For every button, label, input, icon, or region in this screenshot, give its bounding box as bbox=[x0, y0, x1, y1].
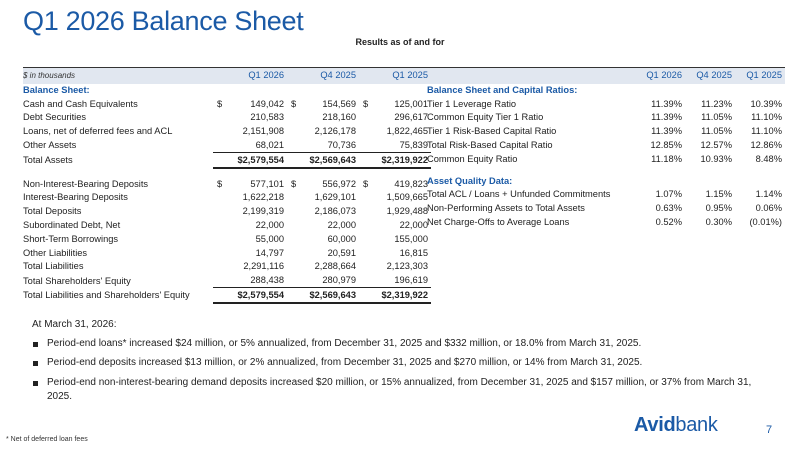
cell-value: 60,000 bbox=[327, 233, 356, 244]
value-cell bbox=[213, 177, 287, 191]
value-cell bbox=[359, 191, 431, 205]
table-row bbox=[427, 152, 785, 166]
value-cell bbox=[287, 97, 359, 111]
row-label: Total Assets bbox=[23, 155, 73, 166]
cell-value: 280,979 bbox=[322, 275, 356, 286]
table-row bbox=[427, 97, 785, 111]
cell-value: 11.10% bbox=[751, 126, 782, 137]
cell-value: $2,569,643 bbox=[309, 154, 356, 165]
table-row bbox=[23, 260, 431, 274]
value-cell bbox=[359, 97, 431, 111]
cell-value: 419,823 bbox=[394, 178, 428, 189]
value-cell bbox=[359, 177, 431, 191]
row-label: Total Shareholders' Equity bbox=[23, 275, 131, 286]
dollar-sign: $ bbox=[291, 98, 297, 109]
period-header: Q1 2025 bbox=[392, 70, 428, 80]
dollar-sign: $ bbox=[363, 98, 369, 109]
value-cell bbox=[635, 188, 685, 202]
row-label: Debt Securities bbox=[23, 112, 87, 123]
cell-value: 196,619 bbox=[394, 275, 428, 286]
row-label: Other Liabilities bbox=[23, 247, 88, 258]
value-cell bbox=[287, 273, 359, 287]
value-cell bbox=[287, 191, 359, 205]
value-cell bbox=[685, 138, 735, 152]
row-label: Other Assets bbox=[23, 140, 77, 151]
cell-value: 11.05% bbox=[701, 126, 732, 137]
note-bullet: Period-end non-interest-bearing demand deposits increased $20 million, or 15% annualized, from December 31, 2025 and $157 million, or 37% from March 31, 2025. bbox=[47, 376, 752, 405]
cell-value: 14,797 bbox=[255, 247, 284, 258]
value-cell bbox=[635, 97, 685, 111]
row-label: Total Risk-Based Capital Ratio bbox=[427, 140, 553, 151]
table-row bbox=[23, 111, 431, 125]
cell-value: $2,319,922 bbox=[381, 154, 428, 165]
value-cell bbox=[213, 97, 287, 111]
cell-value: 125,001 bbox=[394, 98, 428, 109]
value-cell bbox=[213, 260, 287, 274]
value-cell bbox=[685, 201, 735, 215]
notes-list bbox=[32, 337, 752, 405]
cell-value: 70,736 bbox=[327, 140, 356, 151]
cell-value: $2,579,554 bbox=[237, 154, 284, 165]
cell-value: 1,629,101 bbox=[314, 192, 356, 203]
company-logo bbox=[634, 414, 718, 437]
cell-value: 11.05% bbox=[701, 112, 732, 123]
cell-value: 1.07% bbox=[655, 189, 682, 200]
value-cell bbox=[213, 111, 287, 125]
balance-sheet-table bbox=[23, 67, 431, 304]
cell-value: 10.39% bbox=[750, 98, 782, 109]
cell-value: 11.39% bbox=[651, 126, 682, 137]
value-cell bbox=[635, 152, 685, 166]
table-header-row bbox=[23, 67, 431, 83]
logo-part-avid: Avid bbox=[634, 414, 676, 436]
value-cell bbox=[735, 215, 785, 229]
value-cell bbox=[287, 124, 359, 138]
value-cell bbox=[359, 273, 431, 287]
value-cell bbox=[635, 124, 685, 138]
cell-value: $2,579,554 bbox=[237, 290, 284, 301]
value-cell bbox=[287, 138, 359, 152]
value-cell bbox=[213, 288, 287, 303]
page-number: 7 bbox=[766, 424, 773, 436]
period-header: Q1 2025 bbox=[746, 70, 782, 80]
cell-value: 8.48% bbox=[755, 153, 782, 164]
cell-value: 55,000 bbox=[255, 233, 284, 244]
row-label: Non-Performing Assets to Total Assets bbox=[427, 203, 585, 214]
value-cell bbox=[359, 260, 431, 274]
table-row bbox=[23, 138, 431, 152]
value-cell bbox=[213, 218, 287, 232]
table-row bbox=[23, 246, 431, 260]
cell-value: 2,288,664 bbox=[314, 261, 356, 272]
cell-value: 288,438 bbox=[250, 275, 284, 286]
value-cell bbox=[287, 260, 359, 274]
table-row bbox=[427, 188, 785, 202]
table-row bbox=[23, 97, 431, 111]
cell-value: 11.18% bbox=[651, 153, 682, 164]
cell-value: 11.39% bbox=[651, 112, 682, 123]
cell-value: 296,617 bbox=[394, 112, 428, 123]
row-label: Cash and Cash Equivalents bbox=[23, 98, 138, 109]
value-cell bbox=[685, 124, 735, 138]
cell-value: 2,291,116 bbox=[243, 261, 284, 272]
table-row bbox=[427, 124, 785, 138]
cell-value: 16,815 bbox=[399, 247, 428, 258]
row-label: Common Equity Ratio bbox=[427, 153, 518, 164]
value-cell bbox=[685, 97, 735, 111]
row-label: Tier 1 Risk-Based Capital Ratio bbox=[427, 126, 557, 137]
value-cell bbox=[735, 152, 785, 166]
cell-value: 218,160 bbox=[322, 112, 356, 123]
cell-value: 22,000 bbox=[327, 220, 356, 231]
cell-value: 2,151,908 bbox=[242, 126, 284, 137]
value-cell bbox=[685, 152, 735, 166]
value-cell bbox=[359, 138, 431, 152]
value-cell bbox=[213, 204, 287, 218]
row-label: Loans, net of deferred fees and ACL bbox=[23, 126, 173, 137]
cell-value: 577,101 bbox=[250, 178, 284, 189]
value-cell bbox=[213, 273, 287, 287]
cell-value: 1,622,218 bbox=[242, 192, 284, 203]
value-cell bbox=[635, 201, 685, 215]
cell-value: 2,123,303 bbox=[386, 261, 428, 272]
results-label: Results as of and for bbox=[355, 37, 445, 47]
value-cell bbox=[735, 111, 785, 125]
value-cell bbox=[359, 124, 431, 138]
row-label: Total Liabilities and Shareholders' Equity bbox=[23, 290, 190, 301]
cell-value: $2,569,643 bbox=[309, 290, 356, 301]
section-title-capital-ratios: Balance Sheet and Capital Ratios: bbox=[427, 84, 578, 95]
value-cell bbox=[213, 124, 287, 138]
notes-intro: At March 31, 2026: bbox=[32, 319, 117, 330]
cell-value: 11.10% bbox=[751, 112, 782, 123]
cell-value: 0.95% bbox=[705, 203, 732, 214]
value-cell bbox=[635, 111, 685, 125]
section-header-row bbox=[427, 174, 785, 188]
units-note: $ in thousands bbox=[23, 70, 76, 80]
section-header-row bbox=[427, 83, 785, 97]
cell-value: 155,000 bbox=[394, 233, 428, 244]
ratios-table bbox=[427, 67, 785, 229]
value-cell bbox=[359, 204, 431, 218]
notes-section bbox=[32, 318, 752, 410]
cell-value: 68,021 bbox=[255, 140, 284, 151]
cell-value: 2,186,073 bbox=[314, 206, 356, 217]
note-bullet: Period-end deposits increased $13 million, or 2% annualized, from December 31, 2025 and $270 million, or 14% from March 31, 2025. bbox=[47, 356, 752, 371]
cell-value: 1,929,488 bbox=[386, 206, 428, 217]
table-row bbox=[23, 218, 431, 232]
row-label: Non-Interest-Bearing Deposits bbox=[23, 178, 149, 189]
dollar-sign: $ bbox=[217, 178, 223, 189]
table-row bbox=[23, 232, 431, 246]
cell-value: 12.57% bbox=[700, 140, 732, 151]
cell-value: 1,509,665 bbox=[386, 192, 428, 203]
table-row bbox=[23, 204, 431, 218]
cell-value: 1,822,465 bbox=[386, 126, 428, 137]
cell-value: 2,126,178 bbox=[314, 126, 356, 137]
row-label: Common Equity Tier 1 Ratio bbox=[427, 112, 544, 123]
cell-value: 0.63% bbox=[655, 203, 682, 214]
value-cell bbox=[287, 177, 359, 191]
table-row bbox=[23, 273, 431, 287]
period-header: Q4 2025 bbox=[696, 70, 732, 80]
value-cell bbox=[287, 232, 359, 246]
value-cell bbox=[685, 188, 735, 202]
row-label: Total Deposits bbox=[23, 206, 82, 217]
period-header: Q1 2026 bbox=[248, 70, 284, 80]
value-cell bbox=[287, 218, 359, 232]
value-cell bbox=[287, 111, 359, 125]
value-cell bbox=[359, 232, 431, 246]
section-header-row bbox=[23, 83, 431, 97]
value-cell bbox=[735, 97, 785, 111]
row-label: Subordinated Debt, Net bbox=[23, 220, 121, 231]
cell-value: 22,000 bbox=[255, 220, 284, 231]
row-label: Interest-Bearing Deposits bbox=[23, 192, 128, 203]
cell-value: 0.52% bbox=[655, 217, 682, 228]
value-cell bbox=[359, 218, 431, 232]
cell-value: $2,319,922 bbox=[381, 290, 428, 301]
table-row bbox=[427, 201, 785, 215]
section-title-asset-quality: Asset Quality Data: bbox=[427, 175, 513, 186]
table-row bbox=[23, 124, 431, 138]
cell-value: 12.86% bbox=[750, 140, 782, 151]
cell-value: 2,199,319 bbox=[242, 206, 284, 217]
table-row bbox=[23, 177, 431, 191]
row-label: Tier 1 Leverage Ratio bbox=[427, 98, 517, 109]
cell-value: 0.30% bbox=[705, 217, 732, 228]
value-cell bbox=[213, 191, 287, 205]
table-row bbox=[23, 152, 431, 167]
period-header: Q1 2026 bbox=[646, 70, 682, 80]
cell-value: (0.01%) bbox=[749, 217, 782, 228]
value-cell bbox=[735, 124, 785, 138]
value-cell bbox=[735, 138, 785, 152]
cell-value: 11.39% bbox=[651, 98, 682, 109]
cell-value: 22,000 bbox=[399, 220, 428, 231]
dollar-sign: $ bbox=[363, 178, 369, 189]
row-label: Short-Term Borrowings bbox=[23, 233, 119, 244]
value-cell bbox=[213, 152, 287, 167]
cell-value: 75,839 bbox=[399, 140, 428, 151]
value-cell bbox=[359, 288, 431, 303]
value-cell bbox=[213, 246, 287, 260]
footnote: * Net of deferred loan fees bbox=[6, 436, 88, 443]
cell-value: 1.14% bbox=[755, 189, 782, 200]
value-cell bbox=[685, 215, 735, 229]
value-cell bbox=[359, 152, 431, 167]
row-label: Total ACL / Loans + Unfunded Commitments bbox=[427, 189, 611, 200]
row-label: Total Liabilities bbox=[23, 261, 84, 272]
row-label: Net Charge-Offs to Average Loans bbox=[427, 217, 570, 228]
value-cell bbox=[685, 111, 735, 125]
value-cell bbox=[213, 138, 287, 152]
value-cell bbox=[359, 111, 431, 125]
value-cell bbox=[287, 152, 359, 167]
cell-value: 154,569 bbox=[322, 98, 356, 109]
logo-part-bank: bank bbox=[675, 414, 718, 436]
value-cell bbox=[735, 188, 785, 202]
note-bullet: Period-end loans* increased $24 million, or 5% annualized, from December 31, 2025 and $332 million, or 18.0% from March 31, 2025. bbox=[47, 337, 752, 352]
cell-value: 10.93% bbox=[700, 153, 732, 164]
value-cell bbox=[287, 204, 359, 218]
value-cell bbox=[735, 201, 785, 215]
table-row bbox=[427, 215, 785, 229]
cell-value: 149,042 bbox=[250, 98, 284, 109]
table-header-row bbox=[427, 67, 785, 83]
value-cell bbox=[213, 232, 287, 246]
value-cell bbox=[635, 215, 685, 229]
cell-value: 20,591 bbox=[327, 247, 356, 258]
cell-value: 11.23% bbox=[701, 98, 732, 109]
value-cell bbox=[635, 138, 685, 152]
dollar-sign: $ bbox=[217, 98, 223, 109]
table-row bbox=[427, 111, 785, 125]
value-cell bbox=[287, 288, 359, 303]
cell-value: 0.06% bbox=[755, 203, 782, 214]
table-row bbox=[23, 191, 431, 205]
section-title-balance-sheet: Balance Sheet: bbox=[23, 84, 90, 95]
table-row bbox=[427, 138, 785, 152]
table-row bbox=[23, 288, 431, 303]
cell-value: 12.85% bbox=[650, 140, 682, 151]
value-cell bbox=[359, 246, 431, 260]
cell-value: 210,583 bbox=[250, 112, 284, 123]
page-title: Q1 2026 Balance Sheet bbox=[23, 6, 304, 36]
cell-value: 556,972 bbox=[322, 178, 356, 189]
value-cell bbox=[287, 246, 359, 260]
period-header: Q4 2025 bbox=[320, 70, 356, 80]
dollar-sign: $ bbox=[291, 178, 297, 189]
cell-value: 1.15% bbox=[705, 189, 732, 200]
